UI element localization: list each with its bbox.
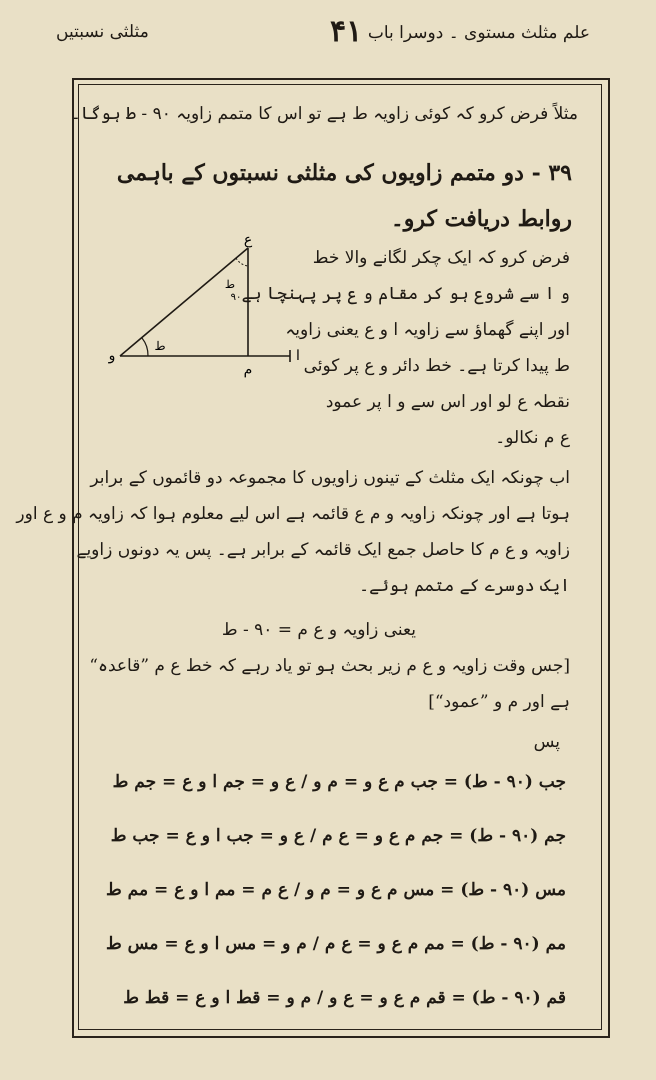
thus-word: پس bbox=[533, 732, 560, 752]
para2-line: زاویہ و ع م کا حاصل جمع ایک قائمہ کے برابر ہے۔ پس یہ دونوں زاویے bbox=[76, 540, 570, 560]
intro-line: مثلاً فرض کرو کہ کوئی زاویہ ط ہے تو اس کا متمم زاویہ ۹۰ - ط ہوگا۔ bbox=[70, 104, 578, 124]
note-line: ہے اور م و ”عمود“] bbox=[428, 692, 570, 712]
apex-angle-arc bbox=[236, 258, 248, 266]
running-header-book-title: علم مثلث مستوی ۔ دوسرا باب bbox=[367, 23, 590, 43]
label-angle-apex-upper: ط bbox=[224, 278, 236, 291]
para2-line: ہوتا ہے اور چونکہ زاویہ و م ع قائمہ ہے اس لیے معلوم ہوا کہ زاویہ م و ع اور bbox=[16, 504, 570, 524]
para1-line: و ا سے شروع ہو کر مقام و ع پر پہنچا ہے bbox=[241, 284, 570, 304]
label-apex: ع bbox=[243, 236, 253, 248]
result-line: یعنی زاویہ و ع م = ۹۰ - ط bbox=[221, 620, 416, 640]
equation-cosine: جم (۹۰ - ط) = جم م ع و = ع م / ع و = جب ا و ع = جب ط bbox=[110, 826, 566, 846]
label-origin: و bbox=[108, 348, 116, 364]
section-heading-line-2: روابط دریافت کرو۔ bbox=[390, 206, 572, 232]
section-heading-line-1: ۳۹ - دو متمم زاویوں کی مثلثی نسبتوں کے باہمی bbox=[116, 160, 572, 186]
origin-angle-arc bbox=[142, 338, 148, 356]
equation-tangent: مس (۹۰ - ط) = مس م ع و = م و / ع م = مم ا و ع = مم ط bbox=[105, 880, 566, 900]
para2-line: ایک دوسرے کے متمم ہوئے۔ bbox=[359, 576, 570, 596]
running-header-chapter-title: مثلثی نسبتیں bbox=[56, 22, 149, 42]
para1-line: فرض کرو کہ ایک چکر لگانے والا خط bbox=[312, 248, 570, 268]
label-axis-end: ا bbox=[296, 348, 300, 364]
page-number: ۴۱ bbox=[330, 14, 363, 49]
para2-line: اب چونکہ ایک مثلث کے تینوں زاویوں کا مجموعہ دو قائموں کے برابر bbox=[90, 468, 570, 488]
label-foot: م bbox=[243, 362, 253, 378]
para1-line: نقطہ ع لو اور اس سے و ا پر عمود bbox=[325, 392, 570, 412]
equation-secant: قم (۹۰ - ط) = قم م ع و = ع و / م و = قط ا و ع = قط ط bbox=[123, 988, 566, 1008]
triangle-figure bbox=[108, 236, 308, 378]
note-line: [جس وقت زاویہ و ع م زیر بحث ہو تو یاد رہے کہ خط ع م ”قاعدہ“ bbox=[89, 656, 570, 676]
equation-cotangent: مم (۹۰ - ط) = مم م ع و = ع م / م و = مس ا و ع = مس ط bbox=[105, 934, 566, 954]
hypotenuse-line bbox=[120, 248, 248, 356]
label-angle-origin: ط bbox=[154, 339, 166, 353]
para1-line: ط پیدا کرتا ہے۔ خط دائر و ع پر کوئی bbox=[303, 356, 570, 376]
equation-sine: جب (۹۰ - ط) = جب م ع و = م و / ع و = جم ا و ع = جم ط bbox=[112, 772, 566, 792]
label-angle-apex-lower: ۹۰ bbox=[230, 292, 242, 303]
para1-line: اور اپنے گھماؤ سے زاویہ ا و ع یعنی زاویہ bbox=[285, 320, 570, 340]
para1-line: ع م نکالو۔ bbox=[495, 428, 570, 448]
